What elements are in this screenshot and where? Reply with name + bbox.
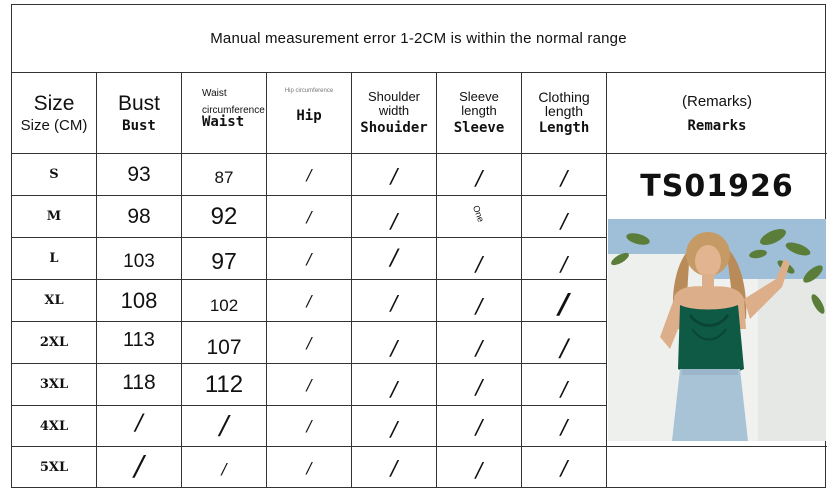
header-waist-label-2: circumference: [202, 105, 265, 116]
row-4xl-length: /: [560, 415, 568, 439]
header-sleeve-sub: Sleeve: [453, 119, 505, 136]
header-remarks-label: (Remarks): [682, 92, 752, 110]
row-5xl-length: /: [560, 455, 568, 480]
row-4xl-shoulder: /: [390, 417, 398, 441]
header-remarks: [607, 73, 827, 153]
header-bust: [97, 73, 181, 153]
header-remarks-sub: Remarks: [687, 117, 747, 134]
header-clothing-label: Clothing length: [538, 89, 590, 119]
row-m-shoulder: /: [390, 208, 398, 233]
row-2xl-sleeve: /: [475, 335, 483, 360]
header-clothing-sub: Length: [538, 120, 590, 136]
row-2xl-shoulder: /: [390, 335, 398, 360]
row-4xl-size: 4XL: [39, 418, 69, 434]
row-s-size: S: [49, 167, 59, 182]
header-hip-sub: Hip: [296, 108, 322, 124]
row-s-bust: 93: [127, 162, 151, 186]
row-5xl-hip: /: [306, 458, 312, 477]
row-l-sleeve: /: [475, 251, 483, 276]
measurement-note: Manual measurement error 1-2CM is within the normal range: [12, 5, 825, 73]
row-3xl-waist: 112: [204, 370, 244, 398]
header-shoulder: [352, 73, 436, 153]
row-xl-waist: 102: [209, 295, 239, 315]
header-clothing-length: [522, 73, 606, 153]
row-s-length: /: [560, 165, 568, 190]
row-4xl-waist: /: [219, 411, 229, 441]
size-chart: [11, 4, 826, 488]
header-waist: [182, 73, 266, 153]
row-4xl-sleeve: /: [475, 415, 483, 439]
header-size-unit: Size (CM): [20, 116, 88, 134]
header-size-label: Size: [33, 91, 75, 115]
row-5xl-shoulder: /: [390, 455, 398, 480]
row-l-bust: 103: [123, 250, 155, 272]
row-5xl-waist: /: [221, 459, 227, 478]
row-2xl-bust: 113: [123, 329, 155, 351]
header-sleeve: [437, 73, 521, 153]
row-m-size: M: [46, 209, 62, 224]
row-l-waist: 97: [211, 248, 237, 274]
row-m-bust: 98: [127, 204, 151, 228]
row-l-shoulder: /: [390, 246, 398, 271]
row-l-hip: /: [306, 249, 312, 268]
header-sleeve-label: Sleeve length: [459, 89, 499, 118]
row-5xl-bust: /: [134, 449, 144, 482]
row-xl-hip: /: [306, 291, 312, 310]
row-4xl-bust: /: [135, 410, 143, 436]
row-2xl-length: /: [559, 333, 569, 362]
row-m-length: /: [560, 208, 568, 233]
row-3xl-bust: 118: [122, 370, 156, 394]
product-code: TS01926: [640, 169, 794, 204]
row-s-hip: /: [306, 165, 312, 184]
row-3xl-size: 3XL: [39, 377, 69, 392]
header-hip: [267, 73, 351, 153]
row-s-waist: 87: [214, 167, 234, 187]
row-xl-bust: 108: [120, 287, 158, 313]
row-xl-size: XL: [44, 293, 64, 308]
product-photo: [608, 219, 826, 441]
header-waist-label: Waist: [202, 88, 227, 99]
row-5xl-size: 5XL: [39, 460, 69, 475]
row-3xl-sleeve: /: [475, 374, 483, 399]
row-l-length: /: [560, 251, 568, 276]
header-shoulder-label: Shoulder width: [367, 89, 421, 118]
header-waist-sub: Waist: [202, 114, 245, 130]
row-2xl-hip: /: [306, 333, 312, 352]
row-2xl-size: 2XL: [39, 335, 69, 350]
row-2xl-waist: 107: [206, 335, 242, 359]
row-m-hip: /: [306, 207, 312, 226]
row-m-sleeve: One: [471, 203, 487, 224]
row-xl-shoulder: /: [390, 290, 398, 315]
row-xl-length: /: [558, 287, 570, 320]
header-bust-label: Bust: [117, 91, 161, 115]
header-shoulder-sub: Shouider: [360, 119, 428, 136]
row-3xl-length: /: [560, 376, 568, 401]
row-l-size: L: [49, 251, 59, 266]
header-bust-sub: Bust: [122, 117, 156, 134]
row-3xl-shoulder: /: [390, 376, 398, 401]
row-3xl-hip: /: [306, 375, 312, 394]
header-hip-label: Hip circumference: [284, 88, 334, 94]
header-size: [12, 73, 96, 153]
row-4xl-hip: /: [306, 417, 312, 435]
row-s-shoulder: /: [390, 163, 398, 188]
row-m-waist: 92: [210, 202, 238, 230]
row-xl-sleeve: /: [475, 293, 483, 318]
row-5xl-sleeve: /: [475, 457, 483, 482]
row-s-sleeve: /: [475, 165, 483, 190]
